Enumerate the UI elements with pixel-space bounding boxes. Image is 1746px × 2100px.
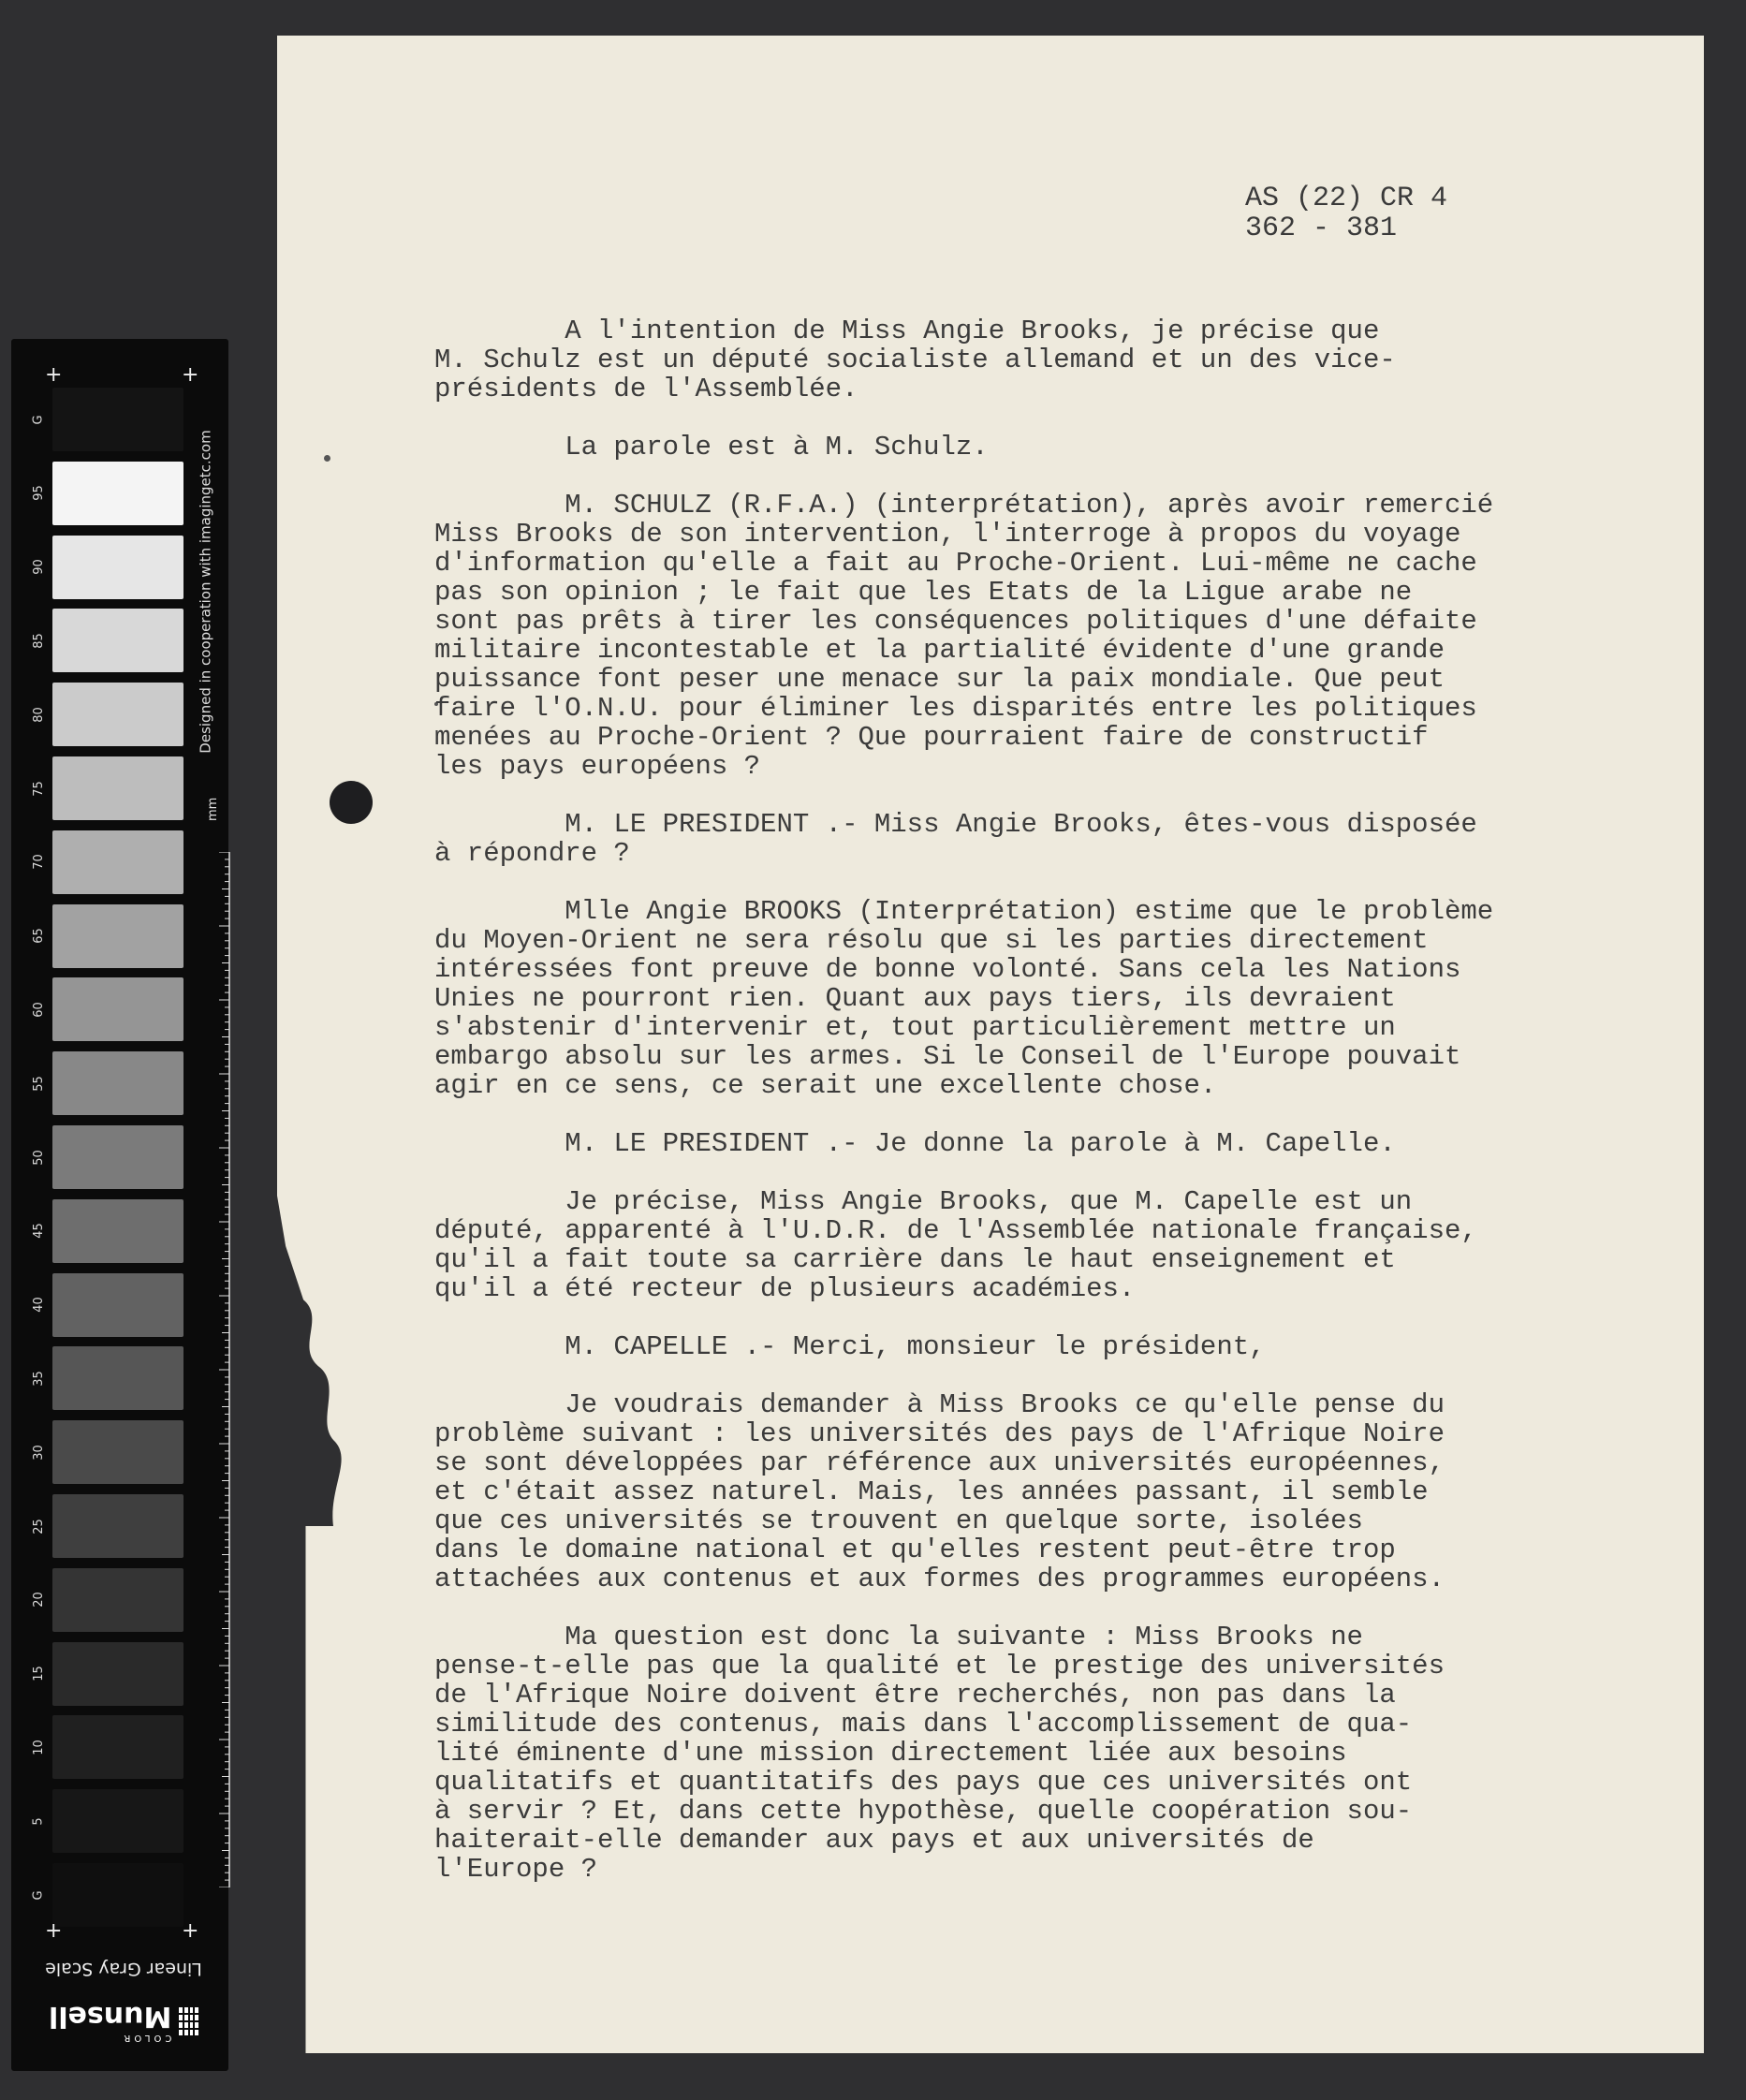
gray-patch bbox=[52, 1420, 183, 1484]
text-line: s'abstenir d'intervenir et, tout particulièrement mettre un bbox=[434, 1012, 1396, 1043]
text-line: sont pas prêts à tirer les conséquences politiques d'une défaite bbox=[434, 606, 1477, 637]
brand-name: Munsell bbox=[49, 2000, 172, 2033]
card-footer bbox=[39, 1959, 208, 2062]
text-line: similitude des contenus, mais dans l'accomplissement de qua- bbox=[434, 1709, 1413, 1740]
gray-patch-label: 95 bbox=[31, 485, 46, 502]
text-line: qualitatifs et quantitatifs des pays que ces universités ont bbox=[434, 1767, 1413, 1798]
text-line: embargo absolu sur les armes. Si le Conseil de l'Europe pouvait bbox=[434, 1041, 1461, 1072]
gray-patch-label: 5 bbox=[31, 1817, 46, 1826]
paragraph bbox=[434, 491, 1595, 781]
punch-hole bbox=[330, 781, 373, 824]
gray-patch-label: 30 bbox=[31, 1444, 46, 1461]
gray-patch bbox=[52, 462, 183, 525]
gray-patch bbox=[52, 830, 183, 894]
text-line: Unies ne pourront rien. Quant aux pays tiers, ils devraient bbox=[434, 983, 1396, 1014]
reference-pages: 362 - 381 bbox=[1245, 213, 1398, 244]
munsell-grid-icon bbox=[179, 2007, 198, 2035]
paragraph bbox=[434, 1332, 1595, 1361]
scale-label: Linear Gray Scale bbox=[45, 1959, 202, 1979]
document-reference bbox=[1245, 184, 1447, 243]
gray-patch bbox=[52, 1051, 183, 1115]
gray-patch bbox=[52, 1789, 183, 1853]
text-line: Ma question est donc la suivante : Miss Brooks ne bbox=[434, 1622, 1363, 1652]
munsell-logo bbox=[49, 1998, 198, 2045]
text-line: faire l'O.N.U. pour éliminer les disparités entre les politiques bbox=[434, 693, 1477, 724]
text-line: M. LE PRESIDENT .- Je donne la parole à M. Capelle. bbox=[434, 1128, 1396, 1159]
gray-patch-label: 80 bbox=[31, 706, 46, 723]
text-line: M. CAPELLE .- Merci, monsieur le président, bbox=[434, 1331, 1266, 1362]
paragraph bbox=[434, 810, 1595, 868]
paragraph bbox=[434, 1390, 1595, 1593]
text-line: présidents de l'Assemblée. bbox=[434, 374, 858, 404]
text-line: qu'il a fait toute sa carrière dans le haut enseignement et bbox=[434, 1244, 1396, 1275]
paragraph bbox=[434, 433, 1595, 462]
text-line: militaire incontestable et la partialité évidente d'une grande bbox=[434, 635, 1445, 666]
gray-patch bbox=[52, 1125, 183, 1189]
text-line: Mlle Angie BROOKS (Interprétation) estime que le problème bbox=[434, 896, 1494, 927]
text-line: haiterait-elle demander aux pays et aux universités de bbox=[434, 1825, 1314, 1856]
text-line: que ces universités se trouvent en quelque sorte, isolées bbox=[434, 1505, 1363, 1536]
paragraph bbox=[434, 1129, 1595, 1158]
text-line: qu'il a été recteur de plusieurs académies. bbox=[434, 1273, 1136, 1304]
text-line: député, apparenté à l'U.D.R. de l'Assemblée nationale française, bbox=[434, 1215, 1477, 1246]
mm-ruler bbox=[219, 852, 230, 1887]
gray-patch bbox=[52, 1199, 183, 1263]
gray-patch bbox=[52, 1642, 183, 1706]
reference-line: AS (22) CR 4 bbox=[1245, 183, 1448, 214]
gray-patch-label: G bbox=[31, 1889, 46, 1901]
text-line: Je précise, Miss Angie Brooks, que M. Capelle est un bbox=[434, 1186, 1413, 1217]
plus-mark: + bbox=[182, 363, 199, 387]
text-line: du Moyen-Orient ne sera résolu que si les parties directement bbox=[434, 925, 1429, 956]
text-line: problème suivant : les universités des pays de l'Afrique Noire bbox=[434, 1418, 1445, 1449]
credit-text: Designed in cooperation with imagingetc.com bbox=[198, 430, 214, 754]
plus-mark: + bbox=[45, 1919, 63, 1943]
gray-patch bbox=[52, 904, 183, 968]
text-line: agir en ce sens, ce serait une excellente chose. bbox=[434, 1070, 1217, 1101]
plus-mark: + bbox=[45, 363, 63, 387]
text-line: de l'Afrique Noire doivent être recherchés, non pas dans la bbox=[434, 1680, 1396, 1711]
ink-speck bbox=[324, 455, 330, 462]
text-line: Miss Brooks de son intervention, l'interroge à propos du voyage bbox=[434, 519, 1461, 550]
gray-patch bbox=[52, 1346, 183, 1410]
text-line: dans le domaine national et qu'elles restent peut-être trop bbox=[434, 1535, 1396, 1565]
gray-patch-label: 25 bbox=[31, 1518, 46, 1535]
gray-patch-label: 85 bbox=[31, 633, 46, 649]
text-line: M. LE PRESIDENT .- Miss Angie Brooks, êtes-vous disposée bbox=[434, 809, 1477, 840]
gray-patch bbox=[52, 1568, 183, 1632]
paragraph bbox=[434, 1623, 1595, 1884]
torn-edge bbox=[277, 1245, 408, 1526]
gray-patch bbox=[52, 388, 183, 451]
brand-sub: COLOR bbox=[120, 2033, 172, 2043]
text-line: A l'intention de Miss Angie Brooks, je précise que bbox=[434, 316, 1380, 346]
text-line: pas son opinion ; le fait que les Etats de la Ligue arabe ne bbox=[434, 577, 1413, 608]
plus-mark: + bbox=[182, 1919, 199, 1943]
text-line: lité éminente d'une mission directement liée aux besoins bbox=[434, 1738, 1347, 1769]
text-line: à répondre ? bbox=[434, 838, 630, 869]
text-line: intéressées font preuve de bonne volonté. Sans cela les Nations bbox=[434, 954, 1461, 985]
text-line: les pays européens ? bbox=[434, 751, 761, 782]
paragraph bbox=[434, 316, 1595, 404]
text-line: M. SCHULZ (R.F.A.) (interprétation), après avoir remercié bbox=[434, 490, 1494, 521]
text-line: se sont développées par référence aux universités européennes, bbox=[434, 1447, 1445, 1478]
gray-patch-label: 90 bbox=[31, 559, 46, 575]
gray-patch-label: 15 bbox=[31, 1666, 46, 1681]
text-line: et c'était assez naturel. Mais, les années passant, il semble bbox=[434, 1476, 1429, 1507]
text-line: La parole est à M. Schulz. bbox=[434, 432, 989, 463]
gray-patch-label: 75 bbox=[31, 780, 46, 797]
gray-patch bbox=[52, 683, 183, 746]
gray-patch-label: 40 bbox=[31, 1297, 46, 1313]
text-line: menées au Proche-Orient ? Que pourraient faire de constructif bbox=[434, 722, 1429, 753]
gray-patch-label: 60 bbox=[31, 1002, 46, 1018]
mm-label: mm bbox=[206, 797, 220, 821]
text-line: l'Europe ? bbox=[434, 1854, 598, 1885]
gray-patch-label: 20 bbox=[31, 1592, 46, 1608]
text-line: à servir ? Et, dans cette hypothèse, quelle coopération sou- bbox=[434, 1796, 1413, 1827]
paragraph bbox=[434, 897, 1595, 1100]
text-line: M. Schulz est un député socialiste allemand et un des vice- bbox=[434, 345, 1396, 375]
gray-patch bbox=[52, 1715, 183, 1779]
gray-patch-label: 35 bbox=[31, 1371, 46, 1387]
gray-patch-label: 55 bbox=[31, 1075, 46, 1092]
gray-patch-label: G bbox=[31, 414, 46, 425]
gray-patch bbox=[52, 756, 183, 820]
paragraph bbox=[434, 1187, 1595, 1303]
text-line: d'information qu'elle a fait au Proche-Orient. Lui-même ne cache bbox=[434, 548, 1477, 579]
document-body bbox=[434, 316, 1595, 1913]
gray-patch bbox=[52, 977, 183, 1041]
text-line: Je voudrais demander à Miss Brooks ce qu'elle pense du bbox=[434, 1389, 1445, 1420]
gray-patch-label: 65 bbox=[31, 928, 46, 944]
text-line: puissance font peser une menace sur la paix mondiale. Que peut bbox=[434, 664, 1445, 695]
text-line: attachées aux contenus et aux formes des programmes européens. bbox=[434, 1564, 1445, 1594]
gray-patch bbox=[52, 1494, 183, 1558]
gray-patch-label: 50 bbox=[31, 1149, 46, 1166]
gray-patch bbox=[52, 536, 183, 599]
gray-patch bbox=[52, 609, 183, 672]
gray-patch-label: 70 bbox=[31, 854, 46, 871]
gray-patch-label: 45 bbox=[31, 1223, 46, 1240]
gray-patch-label: 10 bbox=[31, 1740, 46, 1755]
gray-scale-card bbox=[11, 339, 228, 2071]
gray-patch bbox=[52, 1273, 183, 1337]
text-line: pense-t-elle pas que la qualité et le prestige des universités bbox=[434, 1651, 1445, 1681]
gray-patch bbox=[52, 1863, 183, 1927]
